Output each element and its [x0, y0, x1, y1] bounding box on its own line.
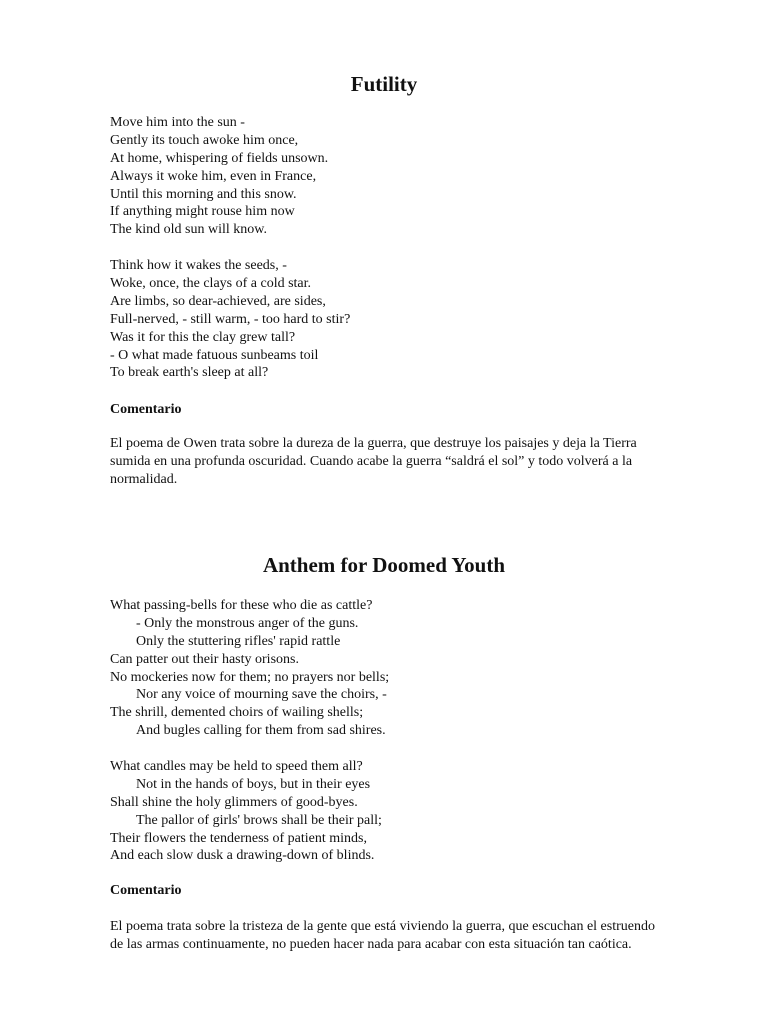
poem-line: And bugles calling for them from sad shires. [136, 723, 386, 739]
poem-line: At home, whispering of fields unsown. [110, 150, 329, 166]
poem-line: What candles may be held to speed them all? [110, 759, 363, 775]
poem-line: The kind old sun will know. [110, 222, 267, 238]
poem-title-futility: Futility [350, 72, 418, 96]
poem-line: - Only the monstrous anger of the guns. [136, 615, 359, 631]
poem-line: No mockeries now for them; no prayers nor bells; [110, 669, 390, 685]
poem-line: Full-nerved, - still warm, - too hard to stir? [110, 311, 351, 327]
poem-line: Are limbs, so dear-achieved, are sides, [110, 293, 326, 309]
poem-line: Was it for this the clay grew tall? [110, 329, 296, 345]
comment-paragraph: El poema trata sobre la tristeza de la gente que está viviendo la guerra, que escuchan el estruendo de las armas continuamente, no pueden hacer nada para acabar con esta situación tan caótica. [110, 919, 655, 952]
poem-futility-body [110, 114, 730, 382]
poem-line: What passing-bells for these who die as cattle? [110, 598, 373, 613]
poem-line: Always it woke him, even in France, [110, 168, 317, 184]
poem-line: Gently its touch awoke him once, [110, 132, 299, 148]
poem-line: The shrill, demented choirs of wailing shells; [110, 705, 364, 721]
poem-line: Think how it wakes the seeds, - [110, 258, 287, 274]
poem-line: To break earth's sleep at all? [110, 365, 269, 381]
comment-heading: Comentario [110, 402, 182, 417]
stanza-gap [110, 740, 730, 758]
comment-heading: Comentario [110, 883, 182, 898]
poem-line: - O what made fatuous sunbeams toil [110, 347, 319, 363]
poem-line: Shall shine the holy glimmers of good-byes. [110, 794, 358, 810]
poem-line: And each slow dusk a drawing-down of blinds. [110, 848, 375, 864]
poem-line: Nor any voice of mourning save the choirs, - [136, 687, 387, 703]
poem-anthem-body [110, 597, 730, 865]
poem-line: Until this morning and this snow. [110, 186, 297, 202]
poem-line: Only the stuttering rifles' rapid rattle [136, 633, 341, 649]
poem-line: Move him into the sun - [110, 115, 245, 130]
poem-line: Woke, once, the clays of a cold star. [110, 276, 312, 292]
poem-line: Their flowers the tenderness of patient minds, [110, 830, 367, 846]
poem-line: If anything might rouse him now [110, 204, 295, 220]
stanza-gap [110, 239, 730, 257]
poem-line: Can patter out their hasty orisons. [110, 651, 299, 667]
poem-line: Not in the hands of boys, but in their eyes [136, 776, 371, 792]
poem-title-anthem: Anthem for Doomed Youth [262, 553, 506, 577]
poem-line: The pallor of girls' brows shall be their pall; [136, 812, 382, 828]
comment-paragraph: El poema de Owen trata sobre la dureza de la guerra, que destruye los paisajes y deja la Tierra sumida en una profunda oscuridad. Cuando acabe la guerra “saldrá el sol” y todo volverá a la normalidad. [110, 436, 637, 487]
